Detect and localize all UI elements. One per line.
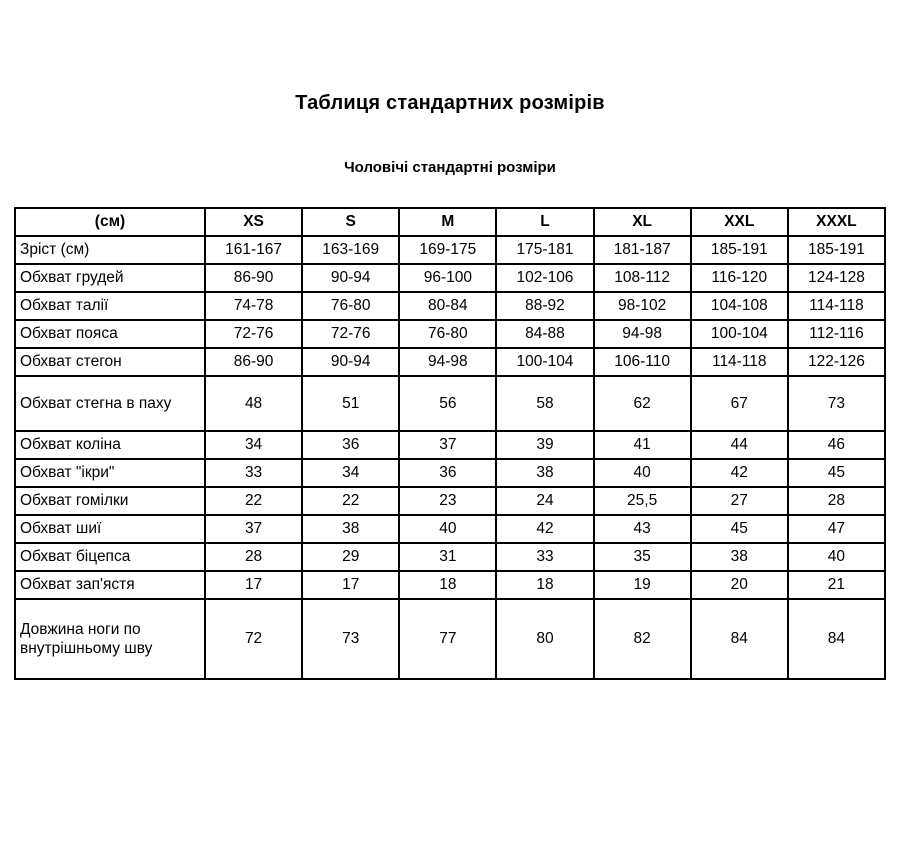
value-cell: 38 bbox=[302, 515, 399, 543]
value-cell: 124-128 bbox=[788, 264, 885, 292]
header-cell-size-xxl: XXL bbox=[691, 208, 788, 236]
size-table bbox=[14, 207, 886, 680]
value-cell: 86-90 bbox=[205, 264, 302, 292]
value-cell: 114-118 bbox=[788, 292, 885, 320]
value-cell: 28 bbox=[205, 543, 302, 571]
value-cell: 31 bbox=[399, 543, 496, 571]
size-table-body bbox=[15, 236, 885, 679]
value-cell: 34 bbox=[205, 431, 302, 459]
header-cell-size-l: L bbox=[496, 208, 593, 236]
value-cell: 96-100 bbox=[399, 264, 496, 292]
value-cell: 74-78 bbox=[205, 292, 302, 320]
table-row bbox=[15, 487, 885, 515]
row-label: Обхват шиї bbox=[15, 515, 205, 543]
row-label: Обхват стегна в паху bbox=[15, 376, 205, 431]
value-cell: 73 bbox=[302, 599, 399, 679]
size-table-header bbox=[15, 208, 885, 236]
value-cell: 24 bbox=[496, 487, 593, 515]
value-cell: 90-94 bbox=[302, 348, 399, 376]
value-cell: 35 bbox=[594, 543, 691, 571]
value-cell: 58 bbox=[496, 376, 593, 431]
table-row bbox=[15, 543, 885, 571]
value-cell: 73 bbox=[788, 376, 885, 431]
table-row bbox=[15, 348, 885, 376]
value-cell: 80 bbox=[496, 599, 593, 679]
value-cell: 100-104 bbox=[691, 320, 788, 348]
header-cell-size-xxxl: XXXL bbox=[788, 208, 885, 236]
value-cell: 98-102 bbox=[594, 292, 691, 320]
value-cell: 45 bbox=[788, 459, 885, 487]
table-row bbox=[15, 515, 885, 543]
value-cell: 102-106 bbox=[496, 264, 593, 292]
value-cell: 37 bbox=[205, 515, 302, 543]
table-row bbox=[15, 320, 885, 348]
value-cell: 42 bbox=[691, 459, 788, 487]
row-label: Обхват "ікри" bbox=[15, 459, 205, 487]
value-cell: 72-76 bbox=[205, 320, 302, 348]
value-cell: 19 bbox=[594, 571, 691, 599]
value-cell: 17 bbox=[205, 571, 302, 599]
value-cell: 88-92 bbox=[496, 292, 593, 320]
value-cell: 42 bbox=[496, 515, 593, 543]
value-cell: 84 bbox=[788, 599, 885, 679]
value-cell: 44 bbox=[691, 431, 788, 459]
row-label: Обхват талії bbox=[15, 292, 205, 320]
header-row bbox=[15, 208, 885, 236]
value-cell: 22 bbox=[205, 487, 302, 515]
row-label: Зріст (см) bbox=[15, 236, 205, 264]
header-cell-size-m: M bbox=[399, 208, 496, 236]
value-cell: 80-84 bbox=[399, 292, 496, 320]
value-cell: 46 bbox=[788, 431, 885, 459]
value-cell: 181-187 bbox=[594, 236, 691, 264]
value-cell: 39 bbox=[496, 431, 593, 459]
value-cell: 100-104 bbox=[496, 348, 593, 376]
value-cell: 41 bbox=[594, 431, 691, 459]
value-cell: 185-191 bbox=[691, 236, 788, 264]
page-title: Таблиця стандартних розмірів bbox=[295, 92, 605, 114]
value-cell: 27 bbox=[691, 487, 788, 515]
value-cell: 45 bbox=[691, 515, 788, 543]
page bbox=[0, 92, 900, 680]
value-cell: 33 bbox=[205, 459, 302, 487]
value-cell: 116-120 bbox=[691, 264, 788, 292]
value-cell: 25,5 bbox=[594, 487, 691, 515]
row-label: Обхват зап'ястя bbox=[15, 571, 205, 599]
value-cell: 94-98 bbox=[399, 348, 496, 376]
header-cell-unit: (см) bbox=[15, 208, 205, 236]
value-cell: 175-181 bbox=[496, 236, 593, 264]
header-cell-size-xs: XS bbox=[205, 208, 302, 236]
table-row bbox=[15, 376, 885, 431]
value-cell: 62 bbox=[594, 376, 691, 431]
value-cell: 106-110 bbox=[594, 348, 691, 376]
section-subtitle: Чоловічі стандартні розміри bbox=[344, 159, 556, 176]
value-cell: 18 bbox=[496, 571, 593, 599]
value-cell: 28 bbox=[788, 487, 885, 515]
value-cell: 94-98 bbox=[594, 320, 691, 348]
value-cell: 40 bbox=[399, 515, 496, 543]
value-cell: 47 bbox=[788, 515, 885, 543]
row-label: Довжина ноги по внутрішньому шву bbox=[15, 599, 205, 679]
row-label: Обхват пояса bbox=[15, 320, 205, 348]
value-cell: 163-169 bbox=[302, 236, 399, 264]
table-row bbox=[15, 292, 885, 320]
value-cell: 34 bbox=[302, 459, 399, 487]
header-cell-size-s: S bbox=[302, 208, 399, 236]
value-cell: 77 bbox=[399, 599, 496, 679]
table-row bbox=[15, 571, 885, 599]
value-cell: 40 bbox=[594, 459, 691, 487]
value-cell: 56 bbox=[399, 376, 496, 431]
value-cell: 112-116 bbox=[788, 320, 885, 348]
value-cell: 84-88 bbox=[496, 320, 593, 348]
value-cell: 82 bbox=[594, 599, 691, 679]
value-cell: 86-90 bbox=[205, 348, 302, 376]
value-cell: 108-112 bbox=[594, 264, 691, 292]
value-cell: 43 bbox=[594, 515, 691, 543]
value-cell: 84 bbox=[691, 599, 788, 679]
value-cell: 51 bbox=[302, 376, 399, 431]
row-label: Обхват гомілки bbox=[15, 487, 205, 515]
value-cell: 104-108 bbox=[691, 292, 788, 320]
value-cell: 22 bbox=[302, 487, 399, 515]
row-label: Обхват грудей bbox=[15, 264, 205, 292]
value-cell: 48 bbox=[205, 376, 302, 431]
value-cell: 21 bbox=[788, 571, 885, 599]
value-cell: 76-80 bbox=[399, 320, 496, 348]
value-cell: 90-94 bbox=[302, 264, 399, 292]
table-row bbox=[15, 264, 885, 292]
value-cell: 37 bbox=[399, 431, 496, 459]
value-cell: 169-175 bbox=[399, 236, 496, 264]
row-label: Обхват біцепса bbox=[15, 543, 205, 571]
value-cell: 76-80 bbox=[302, 292, 399, 320]
table-row bbox=[15, 599, 885, 679]
table-row bbox=[15, 431, 885, 459]
value-cell: 67 bbox=[691, 376, 788, 431]
table-row bbox=[15, 459, 885, 487]
value-cell: 185-191 bbox=[788, 236, 885, 264]
value-cell: 17 bbox=[302, 571, 399, 599]
value-cell: 18 bbox=[399, 571, 496, 599]
value-cell: 38 bbox=[691, 543, 788, 571]
value-cell: 161-167 bbox=[205, 236, 302, 264]
row-label: Обхват стегон bbox=[15, 348, 205, 376]
value-cell: 40 bbox=[788, 543, 885, 571]
value-cell: 36 bbox=[302, 431, 399, 459]
value-cell: 72-76 bbox=[302, 320, 399, 348]
value-cell: 33 bbox=[496, 543, 593, 571]
value-cell: 114-118 bbox=[691, 348, 788, 376]
value-cell: 23 bbox=[399, 487, 496, 515]
value-cell: 122-126 bbox=[788, 348, 885, 376]
table-row bbox=[15, 236, 885, 264]
value-cell: 38 bbox=[496, 459, 593, 487]
value-cell: 72 bbox=[205, 599, 302, 679]
header-cell-size-xl: XL bbox=[594, 208, 691, 236]
value-cell: 36 bbox=[399, 459, 496, 487]
row-label: Обхват коліна bbox=[15, 431, 205, 459]
value-cell: 20 bbox=[691, 571, 788, 599]
value-cell: 29 bbox=[302, 543, 399, 571]
